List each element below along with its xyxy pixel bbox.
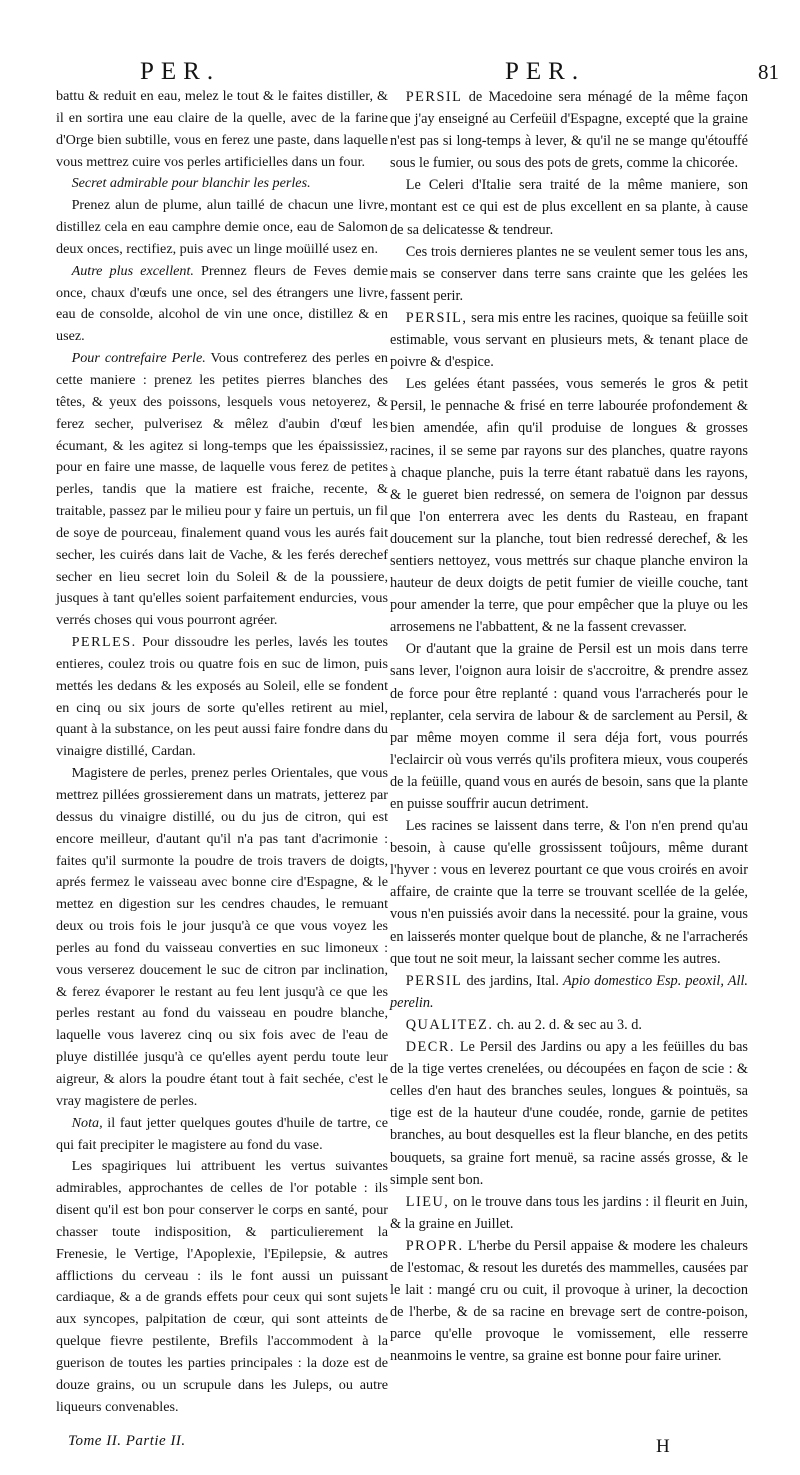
paragraph: [390, 1014, 748, 1036]
paragraph: [56, 348, 388, 632]
paragraph: battu & reduit en eau, melez le tout & le faites distiller, & il en sortira une eau claire de la quelle, avec de la farine d'Orge bien subtille, vous en ferez une paste, dans laquelle vous mettrez cuire vos perles artificielles dans un four.: [56, 88, 388, 170]
paragraph-text: ch. au 2. d. & sec au 3. d.: [497, 1016, 642, 1033]
synonyms: Apio domestico Esp. peoxil, All. perelin.: [390, 972, 748, 1011]
paragraph-text: des jardins, Ital.: [466, 972, 559, 989]
paragraph-text: il faut jetter quelques goutes d'huile de tartre, ce qui fait precipiter le magistere au fond du vase.: [56, 1114, 388, 1153]
entry-label: LIEU,: [405, 1193, 450, 1210]
right-column: [390, 86, 748, 1367]
entry-label: QUALITEZ.: [405, 1016, 494, 1033]
signature-mark: H: [656, 1436, 670, 1457]
paragraph-text: sera mis entre les racines, quoique sa feüille soit estimable, vous servant en plusieurs mets, & tenant place de poivre & d'espice.: [390, 309, 749, 371]
running-head-left: PER.: [140, 58, 221, 85]
paragraph-text: de Macedoine sera ménagé de la même façon que j'ay enseigné au Cerfeüil d'Espagne, excepté que la graine n'est pas si long-temps à lever, & qu'il ne se mange qu'étouffé sous le fumier, ou sous des pots de grets, comme la chicorée.: [390, 89, 748, 172]
entry-headword: PERSIL: [405, 972, 463, 989]
paragraph: Les gelées étant passées, vous semerés le gros & petit Persil, le pennache & frisé en terre labourée profondement & bien amendée, afin qu'il produise de longues & grosses racines, il se seme par rayons sur des planches, quatre rayons à chaque planche, puis la terre étant rabatuë dans les rayons, & le gueret bien redressé, on semera de l'oignon par dessus que l'on enterrera avec les dents du Rasteau, en frapant doucement sur la planche, tout bien redressé derechef, & les sentiers nettoyez, vous mettrés sur chaque planche environ la hauteur de deux doigts de petit fumier de vieille couche, tant pour amender la terre, que pour empêcher que la pluye ou les arrosemens ne l'abbattent, & ne la fassent crevasser.: [390, 376, 748, 636]
paragraph: Magistere de perles, prenez perles Orientales, que vous mettrez pillées grossierement dans un matrats, jetterez par dessus du vinaigre distillé, ou du jus de citron, qui est encore meilleur, d'autant qu'il n'a pas tant d'acrimonie : faites qu'il surmonte la poudre de trois travers de doigts, aprés fermez le vaisseau avec bonne cire d'Espagne, & le mettez en digestion sur les cendres chaudes, le remuant deux ou trois fois le jour jusqu'à ce que vous voyez les perles au fond du vaisseau converties en suc limoneux : vous verserez doucement le suc de citron par inclination, & ferez évaporer le restant au feu lent jusqu'à ce que les perles restant au fond du vaisseau en poudre blanche, laquelle vous laverez cinq ou six fois avec de l'eau de pluye distillée jusqu'à ce qu'elles ayent perdu toute leur aigreur, & alors la poudre étant tout à fait sechée, c'est le vray magistere de perles.: [56, 765, 388, 1109]
entry-headword: PERLES.: [71, 634, 137, 651]
paragraph-text: Pour dissoudre les perles, lavés les toutes entieres, coulez trois ou quatre fois en suc de limon, puis mettés les dedans & les exposés au Soleil, elle se fondent en cinq ou six jours de sorte qu'elles retirent au miel, quant à la substance, on les peut aussi faire fondre dans du vinaigre distillé, Cardan.: [56, 634, 388, 760]
paragraph: Ces trois dernieres plantes ne se veulent semer tous les ans, mais se conserver dans terre sans crainte que les gelées les fassent perir.: [390, 243, 748, 304]
paragraph-text: L'herbe du Persil appaise & modere les chaleurs de l'estomac, & resout les duretés des mammelles, causées par le lait : mangé cru ou cuit, il provoque à uriner, la decoction de l'herbe, & de sa racine en brevage sert de contre-poison, parce qu'elle provoque le vomissement, elle resserre neanmoins le ventre, sa graine est bonne pour faire uriner.: [390, 1237, 748, 1365]
entry-label: PROPR.: [405, 1237, 464, 1254]
page-number: 81: [758, 60, 779, 84]
paragraph: [390, 1235, 748, 1368]
paragraph-text: on le trouve dans tous les jardins : il fleurit en Juin, & la graine en Juillet.: [390, 1193, 748, 1232]
section-title: Pour contrefaire Perle.: [71, 350, 206, 367]
volume-footer: Tome II. Partie II.: [68, 1433, 186, 1449]
paragraph: [56, 261, 388, 348]
paragraph: [56, 632, 388, 763]
paragraph: Les spagiriques lui attribuent les vertus suivantes admirables, approchantes de celles de l'or potable : ils disent qu'il est bon pour conserver le corps en santé, pour chasser toute indisposition, & particulierement la Frenesie, le Vertige, l'Apoplexie, l'Epilepsie, & autres afflictions du cerveau : ils le font aussi un puissant cardiaque, & a de grands effets pour ceux qui sont sujets aux syncopes, palpitation de cœur, qui sont atteints de quelque fievre pestilente, Brefils l'accommodent à la guerison de toutes les parties principales : la doze est de douze grains, ou un scrupule dans les Juleps, ou autre liqueurs convenables.: [56, 1158, 388, 1415]
paragraph-text: Prennez fleurs de Feves demie once, chaux d'œufs une once, sel des étrangers une livre, eau de consolde, alcohol de vin une once, distillez & en usez.: [56, 262, 388, 345]
paragraph: [56, 1113, 388, 1157]
section-title: Nota,: [71, 1114, 103, 1131]
paragraph-text: Le Persil des Jardins ou apy a les feüilles du bas de la tige vertes crenelées, ou découpées en façon de scie : & celles d'en haut des branches seules, longues & pointuës, sa tige est de la hauteur d'une coudée, ronde, garnie de petites branches, au bout desquelles est la fleur blanche, en des petits bouquets, sa graine fort menuë, sa racine assés grosse, & le simple sent bon.: [390, 1039, 748, 1188]
left-column: [56, 86, 388, 1418]
entry-headword: PERSIL: [405, 89, 463, 105]
running-head-right: PER.: [505, 58, 586, 85]
paragraph-text: Vous contreferez des perles en cette maniere : prenez les petites pierres blanches des têtes, & yeux des poissons, lesquels vous netoyerez, & ferez secher, pulverisez & mêlez d'aubin d'œuf les écumant, & les agitez si long-temps que les épaississiez, pour en faire une masse, de laquelle vous ferez de petites perles, tandis que la matiere est fraiche, recente, & traitable, passez par le milieu pour y faire un pertuis, un fil de soye de pourceau, finalement quand vous les aurés fait secher, les cuirés dans lait de Vache, & les ferés derechef secher en lieu secret loin du Soleil & de la poussiere, jusques à tant qu'elles soient parfaitement endurcies, vous verrés choses qui vous pourront agréer.: [56, 350, 389, 629]
paragraph: [390, 86, 748, 174]
section-title: Secret admirable pour blanchir les perles.: [71, 175, 311, 192]
paragraph: Prenez alun de plume, alun taillé de chacun une livre, distillez cela en eau camphre demie once, eau de Salomon deux onces, rectifiez, puis avec un linge moüillé usez en.: [56, 197, 388, 257]
paragraph: [390, 970, 748, 1014]
paragraph: [390, 1191, 748, 1235]
entry-headword: PERSIL,: [405, 309, 468, 326]
paragraph: Or d'autant que la graine de Persil est un mois dans terre sans lever, l'oignon aura loisir de s'accroitre, & prendre assez de force pour être replanté : quand vous l'arracherés pour le replanter, cela servira de labour & de sarclement au Persil, & par même moyen comme il sera déja fort, vous pourrés l'eclaircir où vous verrés qu'ils profitera mieux, vous couperés de la feüille, quand vous en aurés de besoin, sans que la plante en puisse souffrir aucun detriment.: [390, 641, 748, 812]
entry-label: DECR.: [405, 1039, 455, 1056]
section-title: Autre plus excellent.: [71, 262, 194, 279]
paragraph: [390, 1036, 748, 1191]
paragraph: Les racines se laissent dans terre, & l'on n'en prend qu'au besoin, à cause qu'elle grossissent toûjours, même durant l'hyver : vous en leverez pourtant ce que vous croirés en avoir affaire, de crainte que la terre se trouvant scellée de la gelée, vous n'en puissiés avoir dans la necessité. pour la graine, vous en laisserés monter quelque bout de planche, & ne l'arracherés que tout ne soit meur, la laissant secher comme les autres.: [390, 818, 748, 967]
paragraph: [390, 307, 748, 373]
paragraph: Le Celeri d'Italie sera traité de la même maniere, son montant est ce qui est de plus excellent en sa plante, à cause de sa delicatesse & tendreur.: [390, 177, 748, 238]
paragraph: [56, 173, 388, 195]
